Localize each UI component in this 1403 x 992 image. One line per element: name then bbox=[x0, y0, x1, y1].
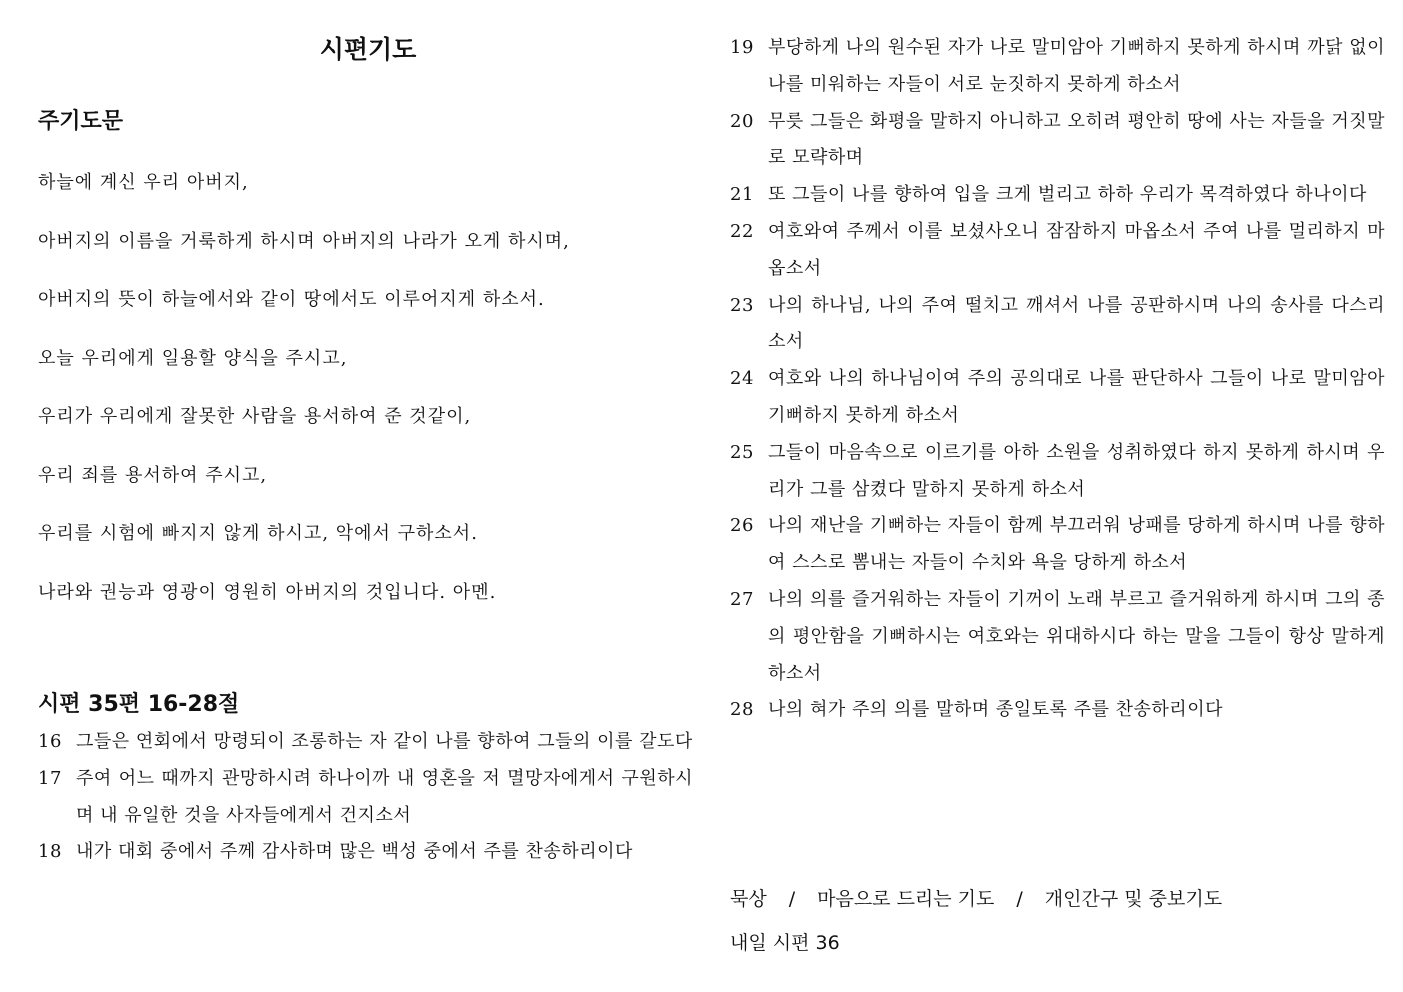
verse-number: 16 bbox=[38, 731, 62, 752]
verse bbox=[730, 288, 1385, 362]
verse bbox=[730, 30, 1385, 104]
verse bbox=[730, 361, 1385, 435]
next-reading: 내일 시편 36 bbox=[730, 932, 840, 954]
prayer-line: 아버지의 이름을 거룩하게 하시며 아버지의 나라가 오게 하시며, bbox=[38, 230, 570, 252]
verse-text: 그들은 연회에서 망령되이 조롱하는 자 같이 나를 향하여 그들의 이를 갈도다 bbox=[76, 731, 693, 752]
verse-text: 나의 재난을 기뻐하는 자들이 함께 부끄러워 낭패를 당하게 하시며 나를 향하여 스스로 뽐내는 자들이 수치와 욕을 당하게 하소서 bbox=[768, 515, 1385, 574]
verse-text: 내가 대회 중에서 주께 감사하며 많은 백성 중에서 주를 찬송하리이다 bbox=[76, 841, 633, 863]
verse-number: 28 bbox=[730, 699, 754, 721]
verse-text: 나의 하나님, 나의 주여 떨치고 깨셔서 나를 공판하시며 나의 송사를 다스리소서 bbox=[768, 294, 1385, 353]
footer-item: 묵상 bbox=[730, 888, 767, 910]
footer-item: 마음으로 드리는 기도 bbox=[817, 888, 995, 910]
verse bbox=[38, 761, 693, 835]
footer-item: 개인간구 및 중보기도 bbox=[1044, 888, 1223, 910]
verse-text: 여호와 나의 하나님이여 주의 공의대로 나를 판단하사 그들이 나로 말미암아 기뻐하지 못하게 하소서 bbox=[768, 368, 1385, 426]
verse-text: 주여 어느 때까지 관망하시려 하나이까 내 영혼을 저 멸망자에게서 구원하시며 내 유일한 것을 사자들에게서 건지소서 bbox=[76, 767, 693, 826]
verse bbox=[730, 177, 1385, 214]
verse-text: 나의 혀가 주의 의를 말하며 종일토록 주를 찬송하리이다 bbox=[768, 699, 1223, 721]
verse bbox=[730, 214, 1385, 288]
prayer-line: 하늘에 계신 우리 아버지, bbox=[38, 172, 249, 193]
verse-number: 23 bbox=[730, 294, 754, 316]
verse-number: 17 bbox=[38, 767, 62, 789]
lords-prayer-heading: 주기도문 bbox=[38, 109, 124, 134]
meditation-guide bbox=[730, 884, 1222, 914]
verse bbox=[730, 508, 1385, 582]
verse-text: 무릇 그들은 화평을 말하지 아니하고 오히려 평안히 땅에 사는 자들을 거짓말로 모략하며 bbox=[768, 110, 1385, 169]
verse-text: 여호와여 주께서 이를 보셨사오니 잠잠하지 마옵소서 주여 나를 멀리하지 마옵소서 bbox=[768, 220, 1385, 279]
verse bbox=[38, 834, 693, 871]
psalm-verses-right bbox=[730, 30, 1385, 729]
verse-text: 나의 의를 즐거워하는 자들이 기꺼이 노래 부르고 즐거워하게 하시며 그의 종의 평안함을 기뻐하시는 여호와는 위대하시다 하는 말을 그들이 항상 말하게 하소서 bbox=[768, 588, 1385, 684]
verse-number: 20 bbox=[730, 110, 754, 132]
verse bbox=[38, 724, 693, 761]
verse-number: 25 bbox=[730, 441, 754, 463]
verse-number: 18 bbox=[38, 841, 62, 863]
lords-prayer-text bbox=[38, 166, 570, 634]
verse-number: 19 bbox=[730, 37, 754, 58]
verse-text: 부당하게 나의 원수된 자가 나로 말미암아 기뻐하지 못하게 하시며 까닭 없이 나를 미워하는 자들이 서로 눈짓하지 못하게 하소서 bbox=[768, 37, 1385, 95]
prayer-line: 오늘 우리에게 일용할 양식을 주시고, bbox=[38, 347, 348, 369]
verse-number: 26 bbox=[730, 515, 754, 537]
page-title: 시편기도 bbox=[319, 35, 417, 64]
footer-separator: / bbox=[1016, 888, 1023, 910]
prayer-line: 아버지의 뜻이 하늘에서와 같이 땅에서도 이루어지게 하소서. bbox=[38, 289, 545, 310]
verse bbox=[730, 104, 1385, 178]
psalm-heading: 시편 35편 16-28절 bbox=[38, 692, 240, 717]
psalm-verses-left bbox=[38, 724, 693, 871]
verse bbox=[730, 692, 1385, 729]
verse bbox=[730, 582, 1385, 692]
prayer-line: 우리가 우리에게 잘못한 사람을 용서하여 준 것같이, bbox=[38, 406, 472, 427]
prayer-line: 나라와 권능과 영광이 영원히 아버지의 것입니다. 아멘. bbox=[38, 581, 497, 603]
verse-text: 또 그들이 나를 향하여 입을 크게 벌리고 하하 우리가 목격하였다 하나이다 bbox=[768, 184, 1367, 206]
verse bbox=[730, 435, 1385, 509]
verse-number: 22 bbox=[730, 220, 754, 242]
verse-number: 27 bbox=[730, 588, 754, 610]
prayer-line: 우리를 시험에 빠지지 않게 하시고, 악에서 구하소서. bbox=[38, 523, 478, 544]
prayer-line: 우리 죄를 용서하여 주시고, bbox=[38, 464, 268, 486]
verse-number: 21 bbox=[730, 184, 754, 206]
footer-separator: / bbox=[788, 888, 796, 910]
verse-text: 그들이 마음속으로 이르기를 아하 소원을 성취하였다 하지 못하게 하시며 우리가 그를 삼켰다 말하지 못하게 하소서 bbox=[768, 441, 1385, 500]
verse-number: 24 bbox=[730, 368, 754, 390]
